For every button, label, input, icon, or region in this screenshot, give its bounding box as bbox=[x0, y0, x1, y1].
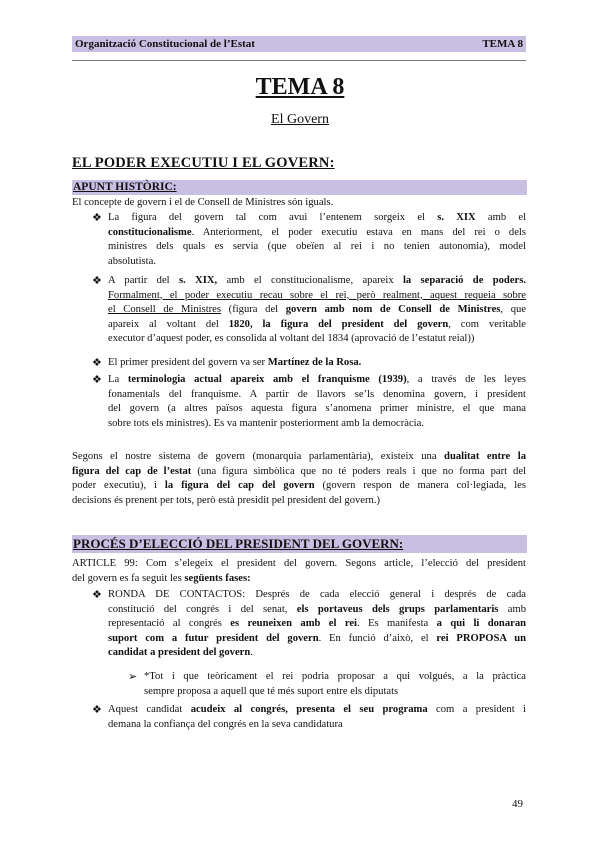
apunt-intro: El concepte de govern i el de Consell de Ministres són iguals. bbox=[72, 197, 334, 208]
arrow-bullet-icon: ➢ bbox=[128, 671, 138, 683]
list-item: A partir del s. XIX, amb el constitucionalisme, apareix la separació de poders. Formalment, el poder executiu recau sobre el rei, però realment, aquest requeia sobre el Consell de Ministres (figura del govern amb nom de Consell de Ministres, que apareix al voltant del 1820, la figura del president del govern, com veritable executor d’aquest poder, es consolida al voltant del 1834 (aprovació de l’estatut reial)) bbox=[108, 275, 526, 345]
section-heading: EL PODER EXECUTIU I EL GOVERN: bbox=[72, 155, 335, 171]
header-divider bbox=[72, 60, 526, 61]
article-99-paragraph: ARTICLE 99: Com s’elegeix el president del govern. Segons article, l’elecció del president del govern es fa seguit les següents fases: bbox=[72, 558, 526, 584]
diamond-bullet-icon: ❖ bbox=[92, 589, 102, 601]
diamond-bullet-icon: ❖ bbox=[92, 704, 102, 716]
page-subtitle: El Govern bbox=[271, 112, 329, 127]
government-system-paragraph: Segons el nostre sistema de govern (monarquia parlamentària), existeix una dualitat entre la figura del cap de l’estat (una figura simbòlica que no té poders reals i que no forma part del poder executiu), i la figura del cap del govern (govern respon de manera col·legiada, les decisions és prenent per tots, però està presidit pel president del govern.) bbox=[72, 451, 526, 506]
election-process-heading: PROCÉS D’ELECCIÓ DEL PRESIDENT DEL GOVERN: bbox=[72, 535, 527, 553]
apunt-historic-heading: APUNT HISTÒRIC: bbox=[72, 180, 527, 195]
diamond-bullet-icon: ❖ bbox=[92, 374, 102, 386]
list-item: Aquest candidat acudeix al congrés, presenta el seu programa com a president i demana la confiança del congrés en la seva candidatura bbox=[108, 704, 526, 730]
page-title: TEMA 8 bbox=[255, 74, 345, 100]
page-header bbox=[72, 36, 526, 52]
list-item: *Tot i que teòricament el rei podria proposar a qui volgués, a la pràctica sempre proposa a aquell que té més suport entre els diputats bbox=[144, 671, 526, 697]
list-item: La terminologia actual apareix amb el franquisme (1939), a través de les leyes fonamentals del franquisme. A partir de llavors se’ls denomina govern, i president del govern (a altres països aquesta figura s’anomena primer ministre, el que mana sobre tots els ministres). Es va mantenir posteriorment amb la democràcia. bbox=[108, 374, 526, 429]
header-topic: TEMA 8 bbox=[482, 38, 523, 50]
diamond-bullet-icon: ❖ bbox=[92, 357, 102, 369]
list-item: RONDA DE CONTACTOS: Després de cada elecció general i després de cada constitució del congrés i del senat, els portaveus dels grups parlamentaris amb representació al congrés es reuneixen amb el rei. Es manifesta a qui li donaran suport com a futur president del govern. En funció d’això, el rei PROPOSA un candidat a president del govern. bbox=[108, 589, 526, 659]
list-item: El primer president del govern va ser Martínez de la Rosa. bbox=[108, 357, 362, 368]
header-course-title: Organització Constitucional de l’Estat bbox=[75, 38, 255, 50]
diamond-bullet-icon: ❖ bbox=[92, 212, 102, 224]
list-item: La figura del govern tal com avui l’entenem sorgeix el s. XIX amb el constitucionalisme. Anteriorment, el poder executiu estava en mans del rei o dels ministres dels quals es servia (que obeïen al rei i no tenien autonomia), model absolutista. bbox=[108, 212, 526, 267]
page-number: 49 bbox=[512, 798, 523, 810]
diamond-bullet-icon: ❖ bbox=[92, 275, 102, 287]
